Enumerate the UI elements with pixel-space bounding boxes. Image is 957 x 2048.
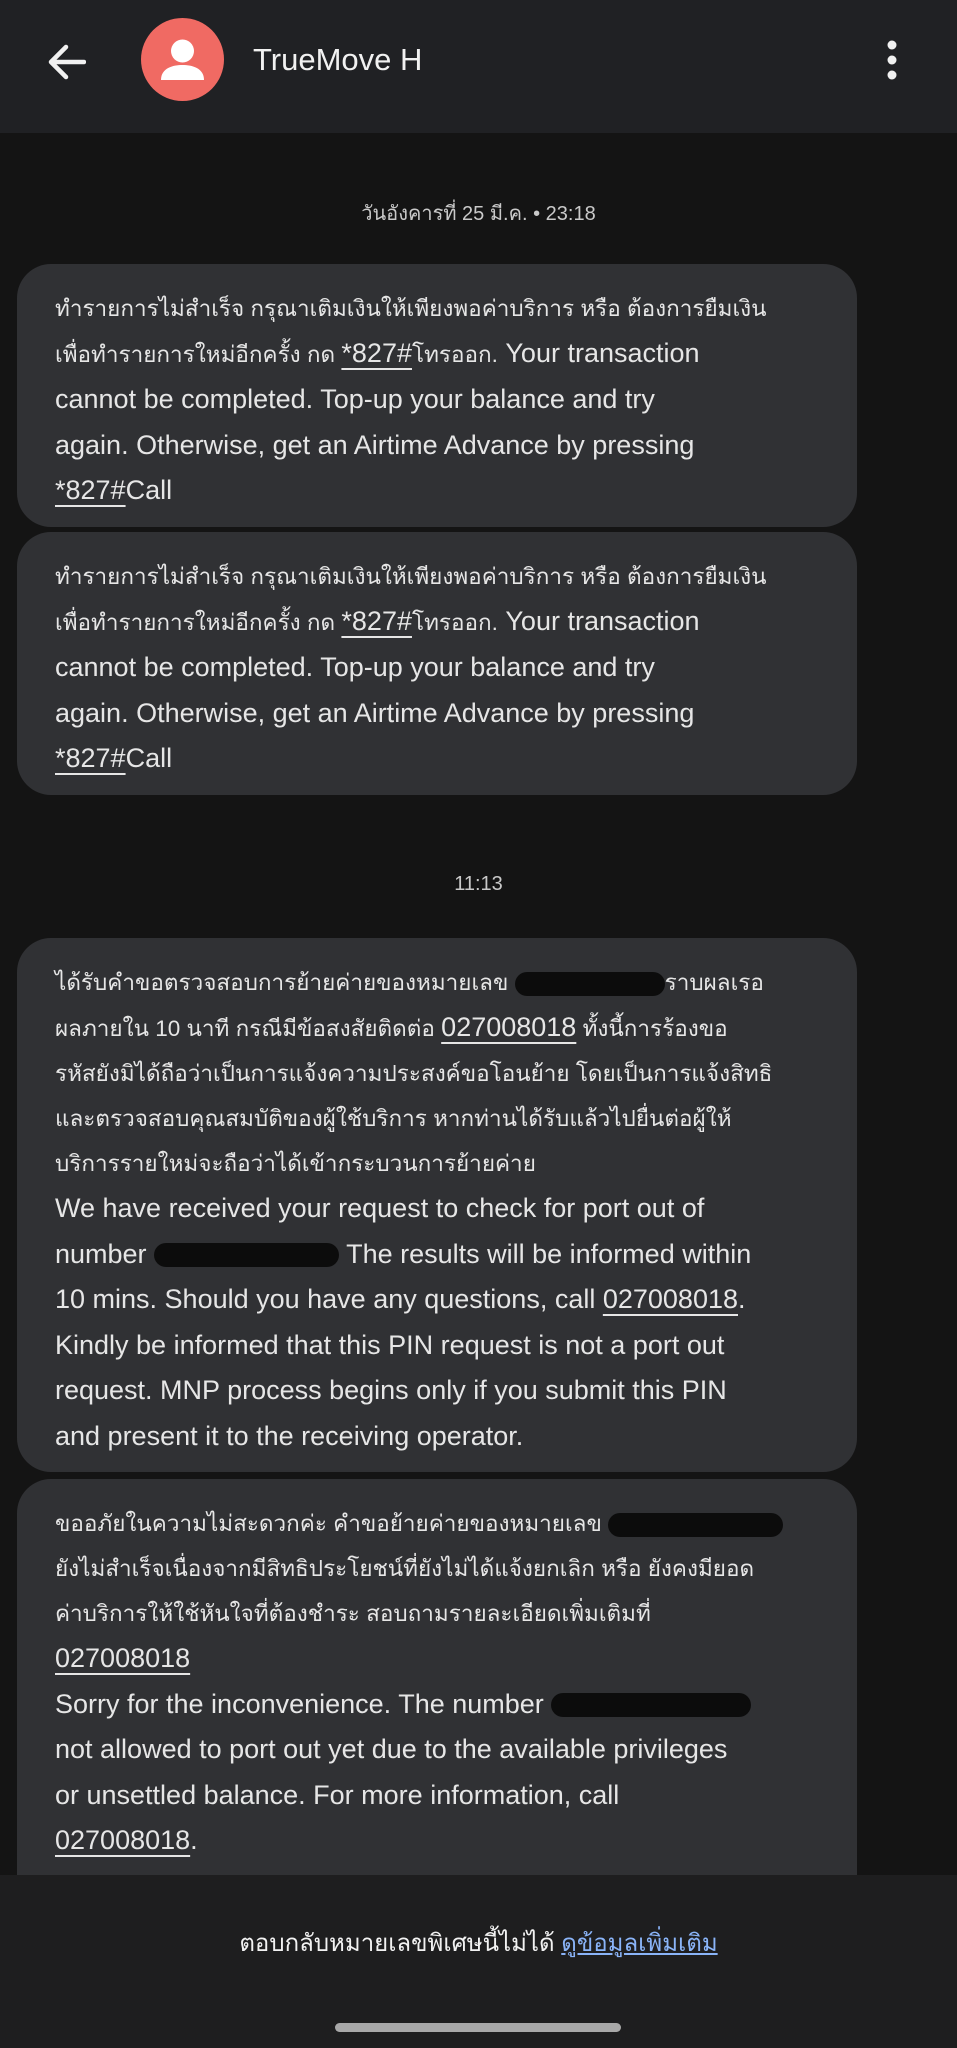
phone-link[interactable]: 027008018 [55,1825,191,1855]
ussd-code-link[interactable]: *827# [341,338,412,368]
learn-more-link[interactable]: ดูข้อมูลเพิ่มเติม [561,1930,718,1957]
message-line: ค่าบริการให้ใช้หันใจที่ต้องชำระ สอบถามรายละเอียดเพิ่มเติมที่ [55,1601,651,1626]
more-vert-icon [886,40,898,80]
redacted-number [515,972,665,996]
gesture-navigation-bar[interactable] [335,2023,621,2032]
ussd-code-link[interactable]: *827# [55,743,126,773]
message-line: request. MNP process begins only if you submit this PIN [55,1375,727,1405]
message-line: *827#Call [55,743,173,773]
message-line: again. Otherwise, get an Airtime Advance by pressing [55,429,695,460]
message-line: cannot be completed. Top-up your balance and try [55,652,655,682]
date-timestamp: วันอังคารที่ 25 มี.ค. • 23:18 [361,203,596,225]
message-line: เพื่อทำรายการใหม่อีกครั้ง กด *827#โทรออก. Your transaction [55,338,700,368]
message-line: ผลภายใน 10 นาที กรณีมีข้อสงสัยติดต่อ 027008018 ทั้งนี้การร้องขอ [55,1012,728,1042]
message-line: not allowed to port out yet due to the available privileges [55,1734,728,1764]
message-bubble[interactable] [17,1479,857,1875]
message-line: Sorry for the inconvenience. The number [55,1682,817,1728]
contact-avatar[interactable] [141,18,224,101]
top-app-bar [0,0,957,133]
message-line: บริการรายใหม่จะถือว่าได้เข้ากระบวนการย้ายค่าย [55,1151,536,1176]
message-line: ทำรายการไม่สำเร็จ กรุณาเติมเงินให้เพียงพอค่าบริการ หรือ ต้องการยืมเงิน [55,296,767,321]
message-bubble[interactable] [17,938,857,1472]
back-button[interactable] [36,34,96,90]
message-line: *827#Call [55,475,173,505]
message-line: ทำรายการไม่สำเร็จ กรุณาเติมเงินให้เพียงพอค่าบริการ หรือ ต้องการยืมเงิน [55,564,767,589]
message-bubble[interactable] [17,532,857,795]
message-line: ได้รับคำขอตรวจสอบการย้ายค่ายของหมายเลข ราบผลเรอ [55,970,764,995]
message-line: and present it to the receiving operator. [55,1420,524,1451]
phone-link[interactable]: 027008018 [602,1284,738,1314]
conversation-title: TrueMove H [253,42,423,77]
more-options-button[interactable] [868,30,916,90]
ussd-code-link[interactable]: *827# [55,475,126,505]
redacted-number [551,1693,751,1717]
redacted-number [154,1243,339,1267]
time-timestamp: 11:13 [454,873,503,895]
reply-disabled-notice: ตอบกลับหมายเลขพิเศษนี้ไม่ได้ ดูข้อมูลเพิ่มเติม [239,1930,718,1957]
message-line: cannot be completed. Top-up your balance and try [55,384,655,414]
message-line: และตรวจสอบคุณสมบัติของผู้ใช้บริการ หากท่านได้รับแล้วไปยื่นต่อผู้ให้ [55,1106,732,1131]
message-line: ขออภัยในความไม่สะดวกค่ะ คำขอย้ายค่ายของหมายเลข [55,1501,817,1546]
message-line: or unsettled balance. For more information, call [55,1779,620,1810]
message-line: We have received your request to check for port out of [55,1193,705,1223]
person-icon [141,18,224,101]
message-line: 10 mins. Should you have any questions, call 027008018. [55,1284,746,1314]
message-line: Kindly be informed that this PIN request is not a port out [55,1329,725,1360]
message-line: again. Otherwise, get an Airtime Advance by pressing [55,697,695,728]
message-line: 027008018. [55,1825,198,1855]
message-line: รหัสยังมิได้ถือว่าเป็นการแจ้งความประสงค์ขอโอนย้าย โดยเป็นการแจ้งสิทธิ [55,1061,773,1086]
message-bubble[interactable] [17,264,857,527]
message-line: เพื่อทำรายการใหม่อีกครั้ง กด *827#โทรออก. Your transaction [55,606,700,636]
message-line: number The results will be informed within [55,1238,752,1269]
redacted-number [608,1513,783,1537]
phone-link[interactable]: 027008018 [55,1643,191,1673]
message-line [55,1636,817,1682]
phone-link[interactable]: 027008018 [441,1012,577,1042]
arrow-back-icon [46,44,86,80]
message-line: ยังไม่สำเร็จเนื่องจากมีสิทธิประโยชน์ที่ยังไม่ได้แจ้งยกเลิก หรือ ยังคงมียอด [55,1556,755,1581]
ussd-code-link[interactable]: *827# [341,606,412,636]
